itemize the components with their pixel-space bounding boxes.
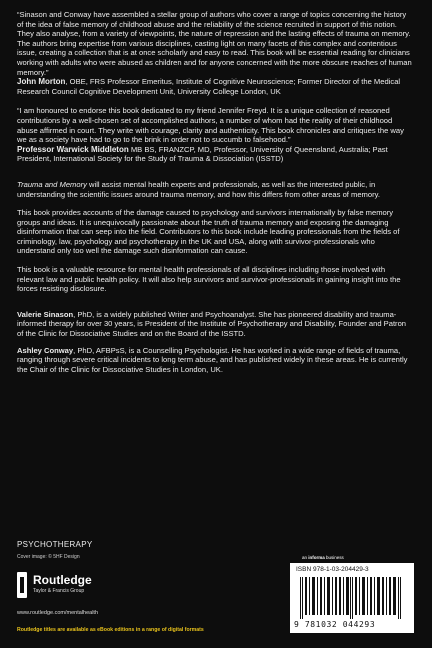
- description-paragraph-1: [17, 180, 413, 199]
- endorsement-quote-1: “Sinason and Conway have assembled a stellar group of authors who cover a range of topics concerning the history of the idea of false memory of childhood abuse and the reliability of the science recruited in support of this notion. They also analyse, from a variety of viewpoints, the nature of repression and the lasting effects of trauma on memory. The authors bring expertise from various disciplines, casting light on many facets of this complex and contentious issue, creating a collection that is at once scholarly and easy to read. This book will be essential reading for clinicians working with adults who were abused as children and for anyone concerned with the more obscure reaches of human memory.”: [17, 10, 412, 77]
- informa-suffix: business: [324, 555, 344, 560]
- isbn-barcode-panel: [290, 563, 414, 633]
- publisher-name: Routledge: [33, 573, 92, 587]
- author-bio-text-2: , PhD, AFBPsS, is a Counselling Psychologist. He has worked in a wide range of fields of trauma, ranging through severe critical incidents to long term abuse, and has published widely in these areas. He is currently the Chair of the Clinic for Dissociative Studies in London, UK.: [17, 345, 408, 374]
- subject-category: PSYCHOTHERAPY: [17, 540, 93, 549]
- informa-word: informa: [308, 555, 325, 560]
- informa-prefix: an: [302, 555, 309, 560]
- publisher-group: Taylor & Francis Group: [33, 588, 85, 594]
- cover-image-credit: Cover image: © 5HF Design: [17, 554, 80, 560]
- author-name-2: Ashley Conway: [17, 345, 74, 355]
- endorsement-attribution-1: [17, 77, 413, 96]
- endorser-name-1: John Morton: [17, 77, 66, 87]
- author-bio-2: [17, 346, 413, 375]
- endorser-credentials-1: , OBE, FRS Professor Emeritus, Institute of Cognitive Neuroscience; Former Director of the Medical Research Council Cognitive Development Unit, University College London, UK: [17, 77, 401, 96]
- description-paragraph-3: This book is a valuable resource for mental health professionals of all disciplines including those involved with relevant law and public health policy. It will also help survivors and survivor-professionals in gaining insight into the forces resisting disclosure.: [17, 265, 401, 294]
- endorser-name-2: Professor Warwick Middleton: [17, 144, 129, 154]
- isbn-number: ISBN 978-1-03-204429-3: [296, 566, 369, 573]
- informa-tagline: [302, 555, 344, 560]
- barcode-digits: 9 781032 044293: [294, 620, 376, 629]
- barcode-icon: [300, 577, 404, 619]
- routledge-logo-icon: [17, 572, 27, 598]
- description-paragraph-2: This book provides accounts of the damage caused to psychology and survivors internationally by false memory groups and ideas. It is unequivocally passionate about the truth of trauma memory and exposing the damaging disinformation that can seep into the field. Contributors to this book include leading professionals from the fields of criminology, law, psychology and psychotherapy in the UK and USA, along with survivor-professionals who understand only too well the damage such disinformation can cause.: [17, 208, 400, 256]
- publisher-website: www.routledge.com/mentalhealth: [17, 610, 99, 616]
- author-bio-text-1: , PhD, is a widely published Writer and Psychoanalyst. She has pioneered disability and trauma-informed therapy for over 30 years, is President of the Institute of Psychotherapy and Disability, Founder and Patron of the Clinic for Dissociative Studies and on the Board of the ISSTD.: [17, 309, 407, 339]
- endorsement-quote-2: “I am honoured to endorse this book dedicated to my friend Jennifer Freyd. It is a unique collection of reasoned contributions by a well-chosen set of accomplished authors, a number of whom had the reality of their childhood abuse affirmed in court. They write with courage, clarity and authenticity. This book chronicles and critiques the way we as a society have had to go to the brink in order not to succumb to falsehood.”: [17, 106, 404, 145]
- endorser-credentials-2: MB BS, FRANZCP, MD, Professor, University of Queensland, Australia; Past President, International Society for the Study of Trauma & Dissociation (ISSTD): [17, 144, 388, 164]
- ebook-note: Routledge titles are available as eBook editions in a range of digital formats: [17, 627, 204, 633]
- back-cover-text: [17, 10, 413, 381]
- publisher-logo: [17, 572, 147, 602]
- author-name-1: Valerie Sinason: [17, 309, 74, 319]
- book-title: Trauma and Memory: [17, 179, 87, 189]
- endorsement-attribution-2: [17, 145, 413, 164]
- author-bio-1: [17, 310, 413, 339]
- description-paragraph-1-text: will assist mental health experts and professionals, as well as the interested public, in understanding the scientific issues around trauma memory, and how this differs from other areas of memory.: [17, 179, 380, 199]
